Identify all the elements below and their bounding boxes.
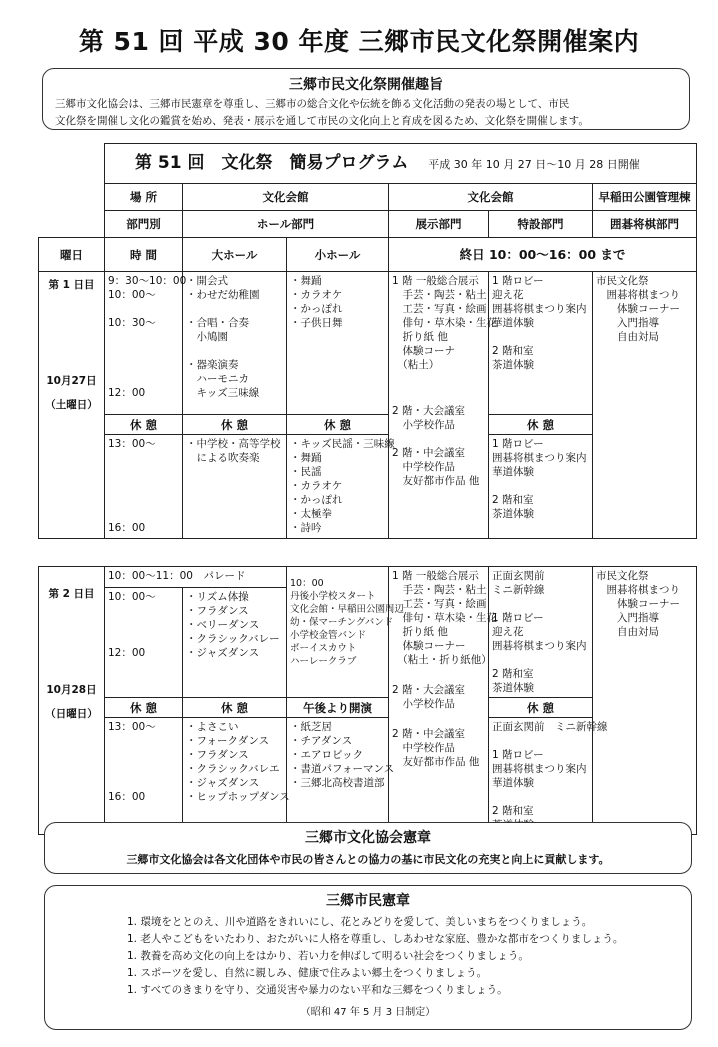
day2-info [39,567,105,835]
purpose-box [42,68,690,130]
list-line: 16：00 [108,791,146,803]
day2-rest-big: 休 憩 [183,698,287,718]
program-table-day2 [38,566,697,835]
assoc-charter-box [44,822,692,874]
list-line: ボーイスカウト [290,643,357,654]
list-line: 茶道体験 [492,682,535,694]
list-line [108,507,179,521]
day1-small-pm [287,435,395,539]
list-line: ・ベリーダンス [186,619,260,632]
day1-special-am [489,272,593,415]
list-line: 小学校作品 [392,419,455,431]
list-line: 12：00 [108,387,146,399]
program-title [105,144,697,184]
list-line: 文化会館・早稲田公園周辺 [290,604,405,615]
day2-exhibit [389,567,498,835]
dow-label: 曜日 [39,238,105,272]
day2-parade: 10：00〜11：00 パレード [105,567,287,588]
list-line: 9：30〜10：00 [108,275,187,287]
list-line [492,790,589,804]
city-charter-item: 1. スポーツを愛し、自然に親しみ、健康で住みよい郷土をつくりましょう。 [127,967,488,979]
list-line: ・エアロビック [290,749,364,761]
list-line: ・子供日舞 [290,317,343,329]
list-line: 16：00 [108,522,146,534]
list-line: ハーモニカ [186,373,249,385]
list-line: 10：00〜 [108,591,156,604]
day2-rest-time: 休 憩 [105,698,183,718]
day2-times-pm [105,718,183,835]
day1-rest-big: 休 憩 [183,415,287,435]
list-line: 入門指導 [596,612,660,624]
city-charter-item: 1. 環境をととのえ、川や道路をきれいにし、花とみどりを愛して、美しいまちをつくりましょう。 [127,916,593,928]
day1-rest-special: 休 憩 [489,415,593,435]
dept-go: 囲碁将棋部門 [593,211,697,238]
list-line: 10：00 [290,578,324,589]
list-line [108,344,179,358]
list-line [492,653,589,667]
list-line: ・中学校・高等学校 [186,438,281,450]
list-line: 2 階和室 [492,668,534,680]
purpose-heading: 三郷市民文化祭開催趣旨 [289,77,443,93]
list-line: 迎え花 [492,626,524,638]
place-label: 場 所 [105,184,183,211]
list-line: （粘土・折り紙他） [392,654,492,666]
assoc-charter-heading: 三郷市文化協会憲章 [305,830,431,846]
list-line: ・フラダンス [186,749,249,761]
small-hall-label: 小ホール [287,238,389,272]
list-line: 茶道体験 [492,359,534,371]
day2-date: 10月28日 [46,684,97,696]
list-line: ・書道パフォーマンス [290,763,395,775]
day2-dow: （日曜日） [45,708,98,720]
list-line: ・器楽演奏 [186,359,239,371]
list-line: 中学校作品 [392,461,455,473]
list-line: 市民文化祭 [596,570,649,582]
list-line: キッズ三味線 [186,387,260,399]
day2-exhibit-floor1 [392,569,498,667]
day1-exhibit-floor1 [392,274,497,372]
list-line: 囲碁将棋まつり [596,584,681,596]
list-line: （粘土） [392,359,440,371]
list-line: による吹奏楽 [186,452,260,464]
list-line: 13：00〜 [108,438,156,450]
list-line: 囲碁将棋まつり [596,289,680,301]
list-line: 小鳩園 [186,331,228,343]
city-charter-heading: 三郷市民憲章 [326,893,410,909]
assoc-charter-body: 三郷市文化協会は各文化団体や市民の皆さんとの協力の基に市民文化の充実と向上に貢献します。 [126,853,610,866]
day1-special-pm [489,435,593,539]
list-line: 友好都市作品 他 [392,475,480,487]
list-line: 工芸・写真・絵画 [392,303,487,315]
list-line: 2 階和室 [492,805,534,817]
list-line: 自由対局 [596,331,659,343]
list-line: 2 階・中会議室 [392,447,466,459]
list-line: ・フォークダンス [186,735,270,747]
list-line: 正面玄関前 [492,570,545,582]
list-line: 市民文化祭 [596,275,649,287]
list-line: ・紙芝居 [290,721,333,733]
day1-big-am [183,272,287,415]
list-line: 小学校金管バンド [290,630,367,641]
list-line [108,451,179,465]
city-charter-item: 1. 老人やこどもをいたわり、おたがいに人格を尊重し、しあわせな家庭、豊かな都市をつくりましょう。 [127,933,624,945]
list-line [492,734,589,748]
day1-times-am [105,272,187,415]
list-line: ・ジャズダンス [186,777,260,789]
page-title: 第 51 回 平成 30 年度 三郷市民文化祭開催案内 [78,27,640,56]
list-line: ・合唱・合奏 [186,317,249,329]
list-line: 正面玄関前 ミニ新幹線 [492,721,608,733]
list-line [186,344,283,358]
list-line [108,479,179,493]
list-line: 1 階ロビー [492,749,544,761]
day1-label: 第 1 日目 [48,279,95,291]
day1-rest-time: 休 憩 [105,415,183,435]
list-line: ・カラオケ [290,480,343,492]
day2-small-pm [287,718,395,835]
list-line [108,776,179,790]
list-line: 手芸・陶芸・粘土 [392,289,487,301]
big-hall-label: 大ホール [183,238,287,272]
list-line [108,632,179,646]
dept-exhibit: 展示部門 [389,211,489,238]
list-line: 囲碁将棋まつり案内 [492,452,587,464]
list-line: ・わせだ幼稚園 [186,289,260,301]
day2-times-am [105,588,183,698]
list-line [108,762,179,776]
list-line: 幼・保マーチングバンド [290,617,394,628]
list-line [108,465,179,479]
list-line [186,302,283,316]
day1-go [593,272,697,539]
list-line: 1 階ロビー [492,275,544,287]
city-charter-box [44,885,692,1030]
list-line [492,330,589,344]
dept-label: 部門別 [105,211,183,238]
list-line [108,604,179,618]
list-line [108,618,179,632]
list-line: 囲碁将棋まつり案内 [492,640,587,652]
list-line: ・太極拳 [290,508,332,520]
list-line [108,330,179,344]
day1-times-pm [105,435,183,539]
list-line: 1 階ロビー [492,612,544,624]
day2-exhibit-hall-medium [392,727,485,769]
list-line: 1 階ロビー [492,438,544,450]
list-line: 折り紙 他 [392,626,448,638]
list-line: ・かっぽれ [290,494,343,506]
list-line [492,597,589,611]
list-line: ・かっぽれ [290,303,343,315]
day1-small-am [287,272,389,415]
list-line: 入門指導 [596,317,659,329]
list-line: 俳句・草木染・生花 [392,612,498,624]
day1-big-pm [183,435,287,539]
list-line: 華道体験 [492,317,534,329]
list-line: 12：00 [108,647,146,660]
day2-rest-special: 休 憩 [489,698,593,718]
list-line: 2 階・大会議室 [392,684,466,696]
day1-exhibit-hall-large [392,404,485,432]
city-charter-enacted: （昭和 47 年 5 月 3 日制定） [300,1007,436,1018]
day1-dow: （土曜日） [45,399,98,411]
list-line: ・カラオケ [290,289,343,301]
list-line: ・チアダンス [290,735,353,747]
venue-bunka-exhibit: 文化会館 [389,184,593,211]
list-line: ・キッズ民謡・三味線 [290,438,395,450]
list-line: 体験コーナー [596,598,681,610]
list-line: ・ヒップホップダンス [186,791,290,803]
list-line: 10：30〜 [108,317,156,329]
list-line: ・三郷北高校書道部 [290,777,385,789]
city-charter-item: 1. すべてのきまりを守り、交通災害や暴力のない平和な三郷をつくりましょう。 [127,984,508,996]
program-title-text: 第 51 回 文化祭 簡易プログラム [135,152,409,173]
list-line: 折り紙 他 [392,331,448,343]
program-dates: 平成 30 年 10 月 27 日〜10 月 28 日開催 [428,157,640,171]
list-line: 華道体験 [492,466,534,478]
city-charter-list [57,914,679,999]
list-line: 囲碁将棋まつり案内 [492,303,587,315]
list-line: 体験コーナー [596,303,680,315]
list-line: ハーレークラブ [290,656,357,667]
list-line: 自由対局 [596,626,660,638]
list-line: 2 階和室 [492,345,534,357]
list-line: 1 階 一般総合展示 [392,275,479,287]
list-line: 2 階・中会議室 [392,728,466,740]
list-line [108,302,179,316]
day2-exhibit-hall-large [392,683,485,711]
day1-info [39,272,105,539]
list-line: 華道体験 [492,777,535,789]
list-line: 工芸・写真・絵画 [392,598,487,610]
list-line: 体験コーナ [392,345,455,357]
list-line: 1 階 一般総合展示 [392,570,479,582]
program-table-day1 [38,143,697,539]
list-line: 体験コーナー [392,640,466,652]
list-line [108,358,179,372]
day2-label: 第 2 日目 [48,588,95,600]
list-line: ・よさこい [186,721,239,733]
list-line: 2 階和室 [492,494,534,506]
list-line: ・リズム体操 [186,591,249,604]
list-line: 迎え花 [492,289,524,301]
day1-date: 10月27日 [46,375,97,387]
list-line: 丹後小学校スタート [290,591,376,602]
day2-special-am [489,567,593,698]
list-line: ・民謡 [290,466,322,478]
dept-hall: ホール部門 [183,211,389,238]
list-line: ・開会式 [186,275,228,287]
day1-exhibit [389,272,497,539]
list-line: 小学校作品 [392,698,456,710]
day2-small-am [287,567,405,698]
purpose-line-2: 文化祭を開催し文化の鑑賞を始め、発表・展示を通して市民の文化向上と育成を図るため、文化祭を開催します。 [55,115,589,127]
list-line: ・フラダンス [186,605,249,618]
list-line: ・舞踊 [290,452,322,464]
list-line: 10：00〜 [108,289,156,301]
list-line [108,734,179,748]
time-label: 時 間 [105,238,183,272]
day2-big-pm [183,718,290,835]
venue-waseda: 早稲田公園管理棟 [593,184,697,211]
day2-big-am [183,588,287,698]
list-line: ・ジャズダンス [186,647,260,660]
list-line: ミニ新幹線 [492,584,545,596]
day2-special-pm [489,718,608,835]
day2-afternoon-open: 午後より開演 [287,698,389,718]
list-line [108,493,179,507]
list-line: 2 階・大会議室 [392,405,466,417]
day1-rest-small: 休 憩 [287,415,389,435]
purpose-line-1: 三郷市文化協会は、三郷市民憲章を尊重し、三郷市の総合文化や伝統を飾る文化活動の発表の場として、市民 [55,98,570,110]
all-day-hours: 終日 10：00〜16：00 まで [389,238,697,272]
dept-special: 特設部門 [489,211,593,238]
list-line: 13：00〜 [108,721,156,733]
list-line [108,372,179,386]
day1-exhibit-hall-medium [392,446,485,488]
list-line: 囲碁将棋まつり案内 [492,763,587,775]
city-charter-item: 1. 教養を高め文化の向上をはかり、若い力を伸ばして明るい社会をつくりましょう。 [127,950,529,962]
list-line: ・クラシックバレエ [186,763,280,775]
list-line: 友好都市作品 他 [392,756,480,768]
list-line: ・詩吟 [290,522,322,534]
venue-bunka-hall: 文化会館 [183,184,389,211]
list-line: 茶道体験 [492,508,534,520]
list-line: 手芸・陶芸・粘土 [392,584,487,596]
list-line: ・舞踊 [290,275,322,287]
day2-go [593,567,697,835]
list-line [108,748,179,762]
list-line: 中学校作品 [392,742,456,754]
list-line [492,479,589,493]
list-line: ・クラシックバレー [186,633,280,646]
list-line: 俳句・草木染・生花 [392,317,497,329]
